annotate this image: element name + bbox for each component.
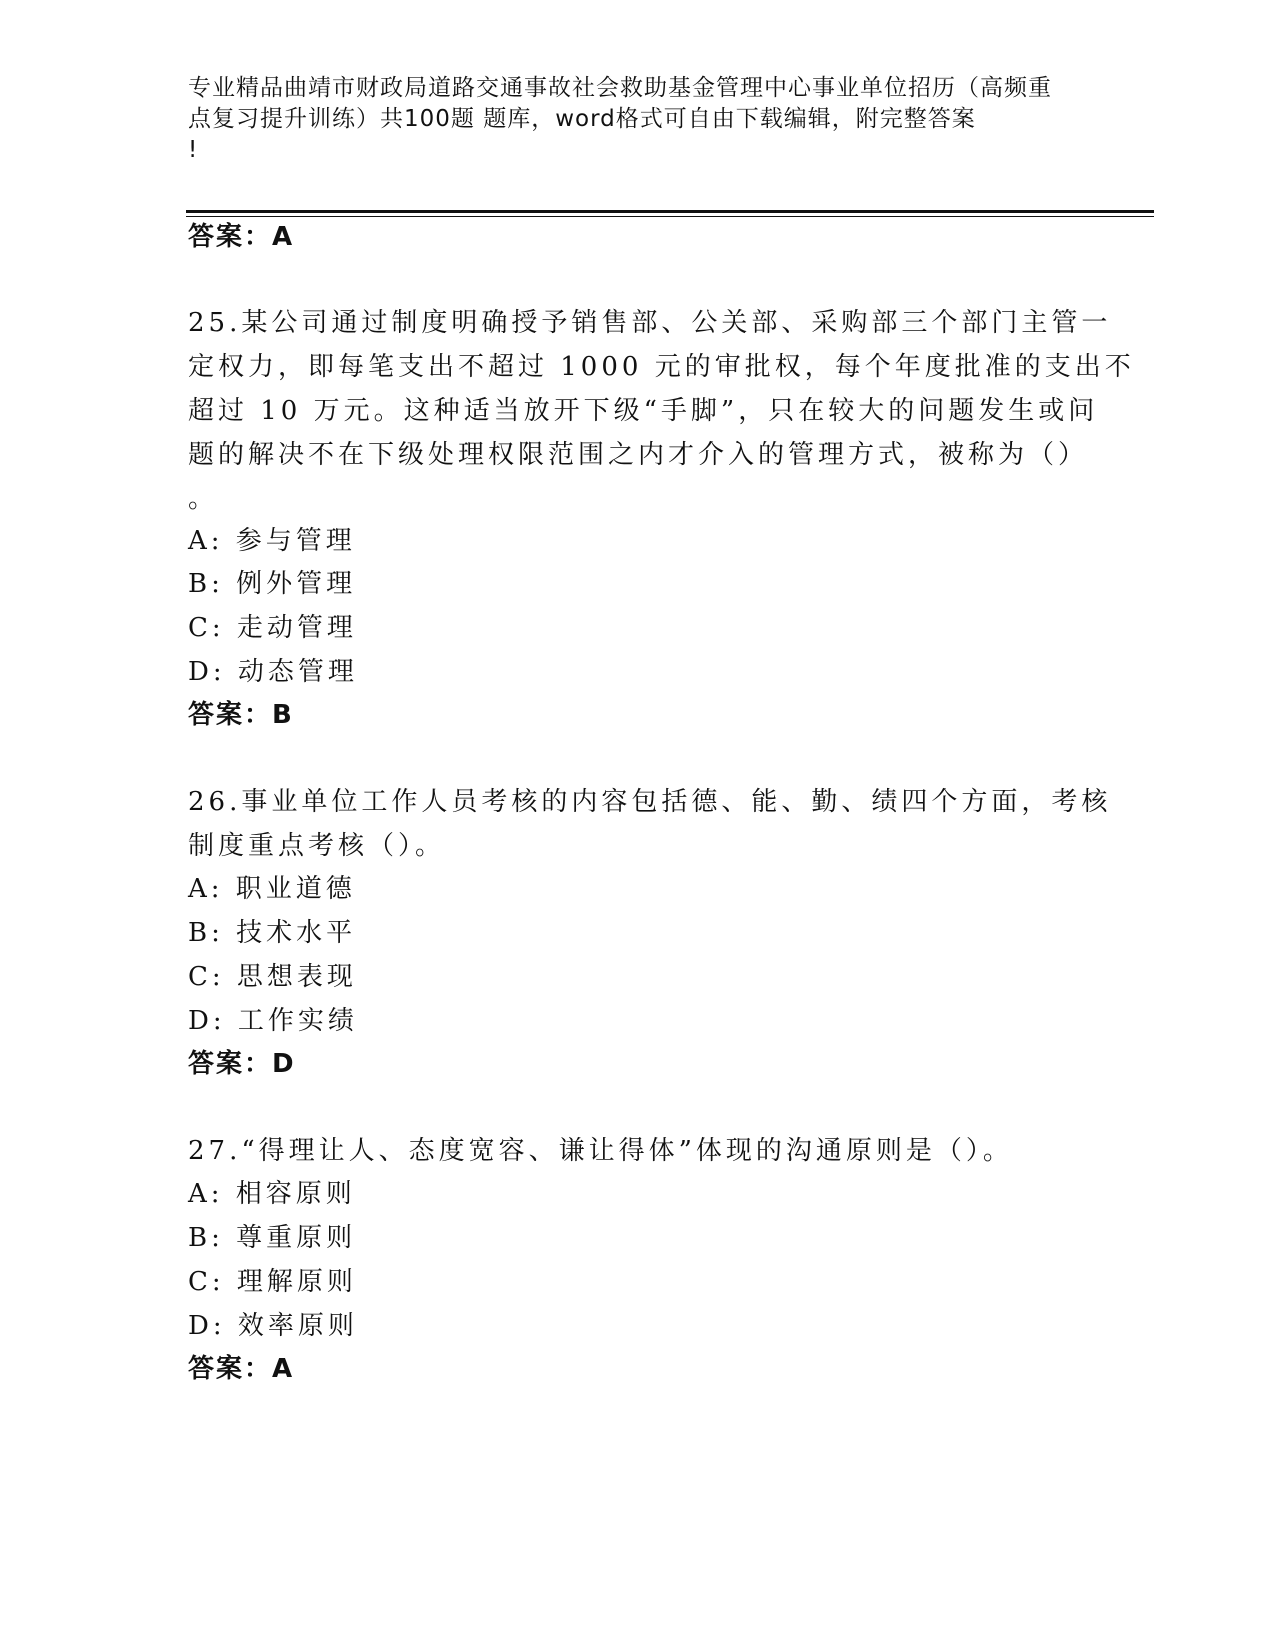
question-text-line: 超过 10 万元。这种适当放开下级“手脚”，只在较大的问题发生或问 [188, 396, 1099, 426]
answer: 答案：A [188, 1354, 295, 1384]
question-text-line: 题的解决不在下级处理权限范围之内才介入的管理方式，被称为（） [188, 440, 1089, 470]
option-a: A: 相容原则 [188, 1179, 356, 1209]
option-b: B: 例外管理 [188, 569, 357, 599]
header-rule-thin [186, 216, 1154, 217]
option-c: C: 思想表现 [188, 962, 357, 992]
previous-answer: 答案：A [188, 222, 295, 252]
option-d: D: 动态管理 [188, 657, 358, 687]
option-c: C: 走动管理 [188, 613, 357, 643]
option-b: B: 尊重原则 [188, 1223, 357, 1253]
header-line-3: ! [188, 137, 199, 163]
question-text-line: 定权力，即每笔支出不超过 1000 元的审批权，每个年度批准的支出不 [188, 352, 1135, 382]
header-line-2: 点复习提升训练）共100题 题库，word格式可自由下载编辑，附完整答案 [188, 106, 976, 132]
option-a: A: 职业道德 [188, 874, 356, 904]
question-text-line: 制度重点考核（）。 [188, 831, 446, 861]
option-d: D: 效率原则 [188, 1311, 358, 1341]
question-text-line: 26.事业单位工作人员考核的内容包括德、能、勤、绩四个方面，考核 [188, 787, 1112, 817]
option-a: A: 参与管理 [188, 526, 356, 556]
question-text-line: 25.某公司通过制度明确授予销售部、公关部、采购部三个部门主管一 [188, 308, 1112, 338]
answer: 答案：B [188, 700, 294, 730]
option-d: D: 工作实绩 [188, 1006, 358, 1036]
answer: 答案：D [188, 1049, 296, 1079]
question-text-line: 。 [188, 484, 219, 514]
header-line-1: 专业精品曲靖市财政局道路交通事故社会救助基金管理中心事业单位招历（高频重 [188, 75, 1052, 101]
question-text-line: 27.“得理让人、态度宽容、谦让得体”体现的沟通原则是（）。 [188, 1136, 1013, 1166]
option-b: B: 技术水平 [188, 918, 357, 948]
header-rule-thick [186, 210, 1154, 213]
option-c: C: 理解原则 [188, 1267, 357, 1297]
